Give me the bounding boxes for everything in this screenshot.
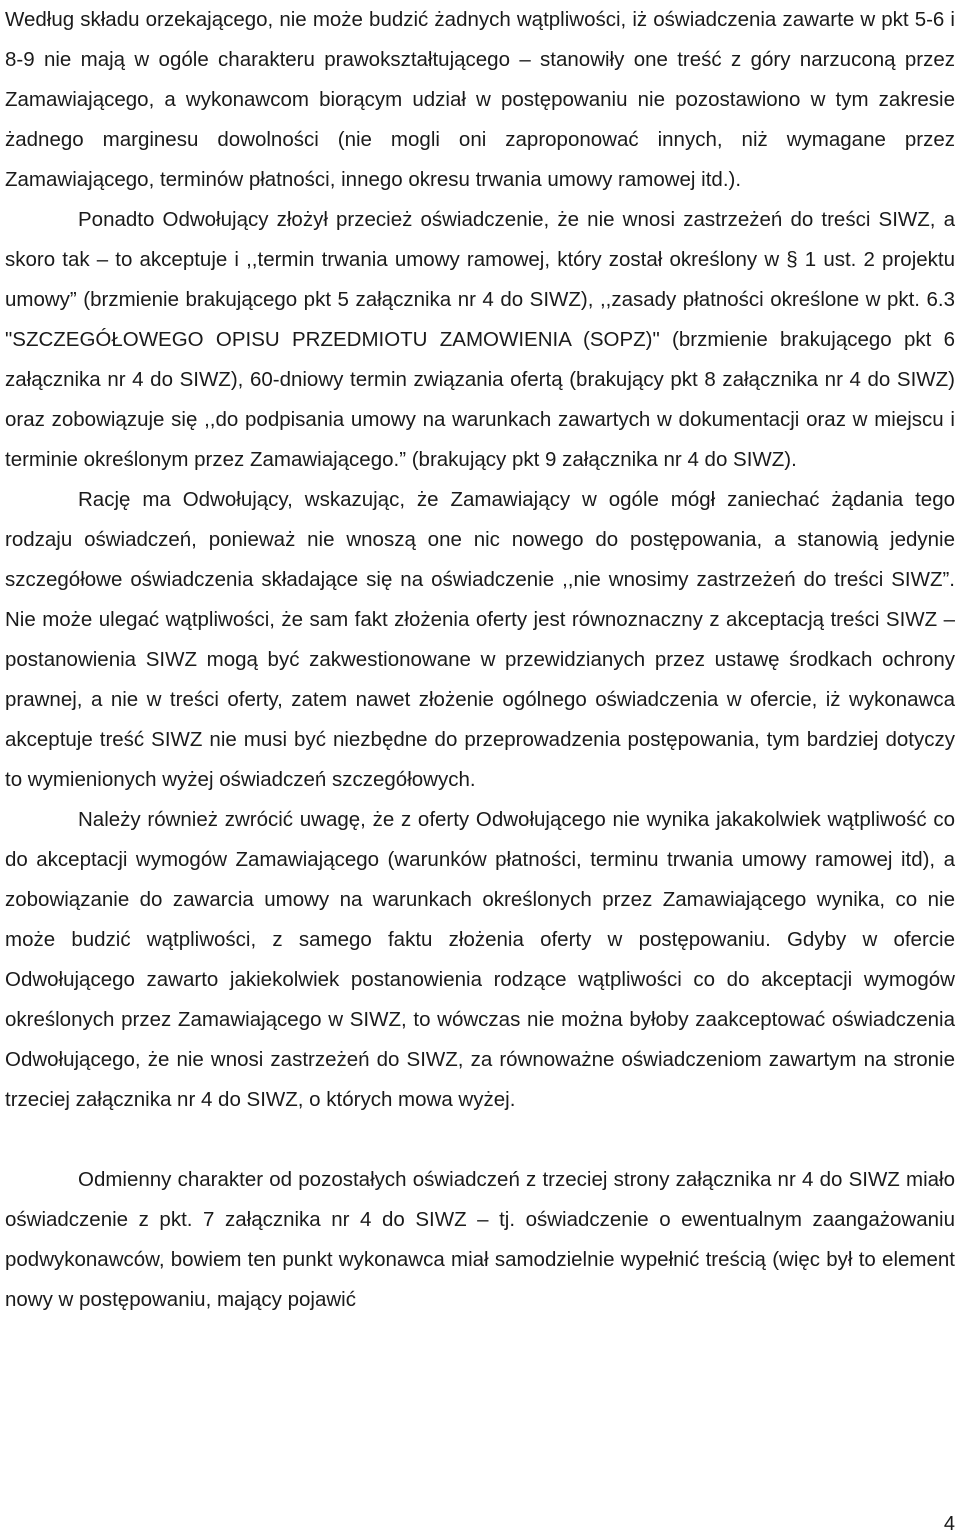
paragraph-3: Rację ma Odwołujący, wskazując, że Zamawiający w ogóle mógł zaniechać żądania tego rodzaju oświadczeń, ponieważ nie wnoszą one nic nowego do postępowania, a stanowią jedynie szczegółowe oświadczenia składające się na oświadczenie ,,nie wnosimy zastrzeżeń do treści SIWZ”. Nie może ulegać wątpliwości, że sam fakt złożenia oferty jest równoznaczny z akceptacją treści SIWZ – postanowienia SIWZ mogą być zakwestionowane w przewidzianych przez ustawę środkach ochrony prawnej, a nie w treści oferty, zatem nawet złożenie ogólnego oświadczenia w ofercie, iż wykonawca akceptuje treść SIWZ nie musi być niezbędne do przeprowadzenia postępowania, tym bardziej dotyczy to wymienionych wyżej oświadczeń szczegółowych. bbox=[5, 488, 955, 791]
document-body bbox=[5, 0, 955, 1320]
paragraph-spacer bbox=[5, 1120, 955, 1160]
page-number: 4 bbox=[943, 1513, 955, 1535]
paragraph-4: Należy również zwrócić uwagę, że z oferty Odwołującego nie wynika jakakolwiek wątpliwość co do akceptacji wymogów Zamawiającego (warunków płatności, terminu trwania umowy ramowej itd), a zobowiązanie do zawarcia umowy na warunkach określonych przez Zamawiającego wynika, co nie może budzić wątpliwości, z samego faktu złożenia oferty w postępowaniu. Gdyby w ofercie Odwołującego zawarto jakiekolwiek postanowienia rodzące wątpliwości co do akceptacji wymogów określonych przez Zamawiającego w SIWZ, to wówczas nie można byłoby zaakceptować oświadczenia Odwołującego, że nie wnosi zastrzeżeń do SIWZ, za równoważne oświadczeniom zawartym na stronie trzeciej załącznika nr 4 do SIWZ, o których mowa wyżej. bbox=[5, 808, 955, 1111]
paragraph-5: Odmienny charakter od pozostałych oświadczeń z trzeciej strony załącznika nr 4 do SIWZ miało oświadczenie z pkt. 7 załącznika nr 4 do SIWZ – tj. oświadczenie o ewentualnym zaangażowaniu podwykonawców, bowiem ten punkt wykonawca miał samodzielnie wypełnić treścią (więc był to element nowy w postępowaniu, mający pojawić bbox=[5, 1168, 955, 1311]
paragraph-2: Ponadto Odwołujący złożył przecież oświadczenie, że nie wnosi zastrzeżeń do treści SIWZ, a skoro tak – to akceptuje i ,,termin trwania umowy ramowej, który został określony w § 1 ust. 2 projektu umowy” (brzmienie brakującego pkt 5 załącznika nr 4 do SIWZ), ,,zasady płatności określone w pkt. 6.3 "SZCZEGÓŁOWEGO OPISU PRZEDMIOTU ZAMOWIENIA (SOPZ)" (brzmienie brakującego pkt 6 załącznika nr 4 do SIWZ), 60-dniowy termin związania ofertą (brakujący pkt 8 załącznika nr 4 do SIWZ) oraz zobowiązuje się ,,do podpisania umowy na warunkach zawartych w dokumentacji oraz w miejscu i terminie określonym przez Zamawiającego.” (brakujący pkt 9 załącznika nr 4 do SIWZ). bbox=[5, 208, 955, 471]
paragraph-1: Według składu orzekającego, nie może budzić żadnych wątpliwości, iż oświadczenia zawarte w pkt 5-6 i 8-9 nie mają w ogóle charakteru prawokształtującego – stanowiły one treść z góry narzuconą przez Zamawiającego, a wykonawcom biorącym udział w postępowaniu nie pozostawiono w tym zakresie żadnego marginesu dowolności (nie mogli oni zaproponować innych, niż wymagane przez Zamawiającego, terminów płatności, innego okresu trwania umowy ramowej itd.). bbox=[5, 8, 955, 191]
